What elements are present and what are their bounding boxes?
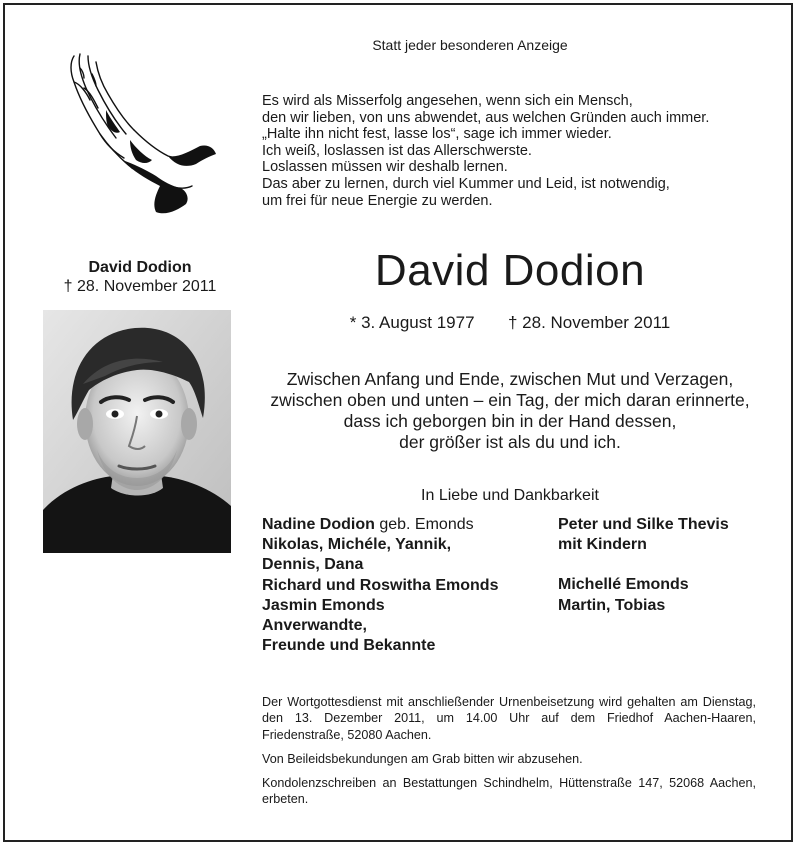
mourner-name: Nadine Dodion <box>262 516 375 533</box>
poem-line: Ich weiß, loslassen ist das Allerschwerste. <box>262 142 532 159</box>
poem-line: „Halte ihn nicht fest, lasse los“, sage ich immer wieder. <box>262 126 612 143</box>
condolence-letter-notice: Kondolenzschreiben an Bestattungen Schindhelm, Hüttenstraße 147, 52068 Aachen, erbeten. <box>262 776 756 807</box>
praying-hands-icon <box>60 48 220 218</box>
poem-line: den wir lieben, von uns abwendet, aus welchen Gründen auch immer. <box>262 109 710 126</box>
condolence-grave-notice: Von Beileidsbekundungen am Grab bitten wir abzusehen. <box>262 752 583 766</box>
mourner-line: Freunde und Bekannte <box>262 637 436 655</box>
verse-line: Zwischen Anfang und Ende, zwischen Mut und Verzagen, <box>286 369 734 389</box>
sidebar-name: David Dodion <box>88 259 192 276</box>
portrait-photo <box>43 310 231 553</box>
verse-line: der größer ist als du und ich. <box>399 432 621 452</box>
poem-line: um frei für neue Energie zu werden. <box>262 192 493 209</box>
mourner-maiden-name: geb. Emonds <box>374 516 474 533</box>
mourner-line: Jasmin Emonds <box>262 596 385 614</box>
mourner-line: Nikolas, Michéle, Yannik, <box>262 536 452 554</box>
verse-line: zwischen oben und unten – ein Tag, der mich daran erinnerte, <box>270 390 750 410</box>
poem <box>262 93 709 209</box>
mourner-line: Martin, Tobias <box>558 596 666 614</box>
life-dates <box>300 313 720 333</box>
poem-line: Das aber zu lernen, durch viel Kummer und Leid, ist notwendig, <box>262 175 670 192</box>
mourner-line: Peter und Silke Thevis <box>558 516 729 533</box>
mourner-line: Michellé Emonds <box>558 576 689 594</box>
sidebar-death-date: † 28. November 2011 <box>63 278 217 295</box>
mourner-gap <box>558 555 729 575</box>
poem-line: Es wird als Misserfolg angesehen, wenn sich ein Mensch, <box>262 93 633 109</box>
deceased-name: David Dodion <box>374 246 646 295</box>
mourners-right <box>558 515 729 616</box>
mourner-line <box>262 515 498 535</box>
mourner-line: Richard und Roswitha Emonds <box>262 576 499 594</box>
poem-line: Loslassen müssen wir deshalb lernen. <box>262 159 508 176</box>
mourner-line: Anverwandte, <box>262 617 367 635</box>
mourners-left <box>262 515 498 656</box>
death-date: † 28. November 2011 <box>508 313 671 332</box>
mourner-line: mit Kindern <box>558 536 647 554</box>
mourner-line: Dennis, Dana <box>262 556 364 574</box>
mourners-intro: In Liebe und Dankbarkeit <box>421 487 599 504</box>
service-notice: Der Wortgottesdienst mit anschließender Urnenbeisetzung wird gehalten am Dienstag, den 13. Dezember 2011, um 14.00 Uhr auf dem Friedhof Aachen-Haaren, Friedenstraße, 52080 Aachen. <box>262 695 756 742</box>
verse-line: dass ich geborgen bin in der Hand dessen, <box>343 411 677 431</box>
birth-date: * 3. August 1977 <box>349 313 475 332</box>
header-note: Statt jeder besonderen Anzeige <box>372 37 568 53</box>
verse <box>250 369 770 453</box>
